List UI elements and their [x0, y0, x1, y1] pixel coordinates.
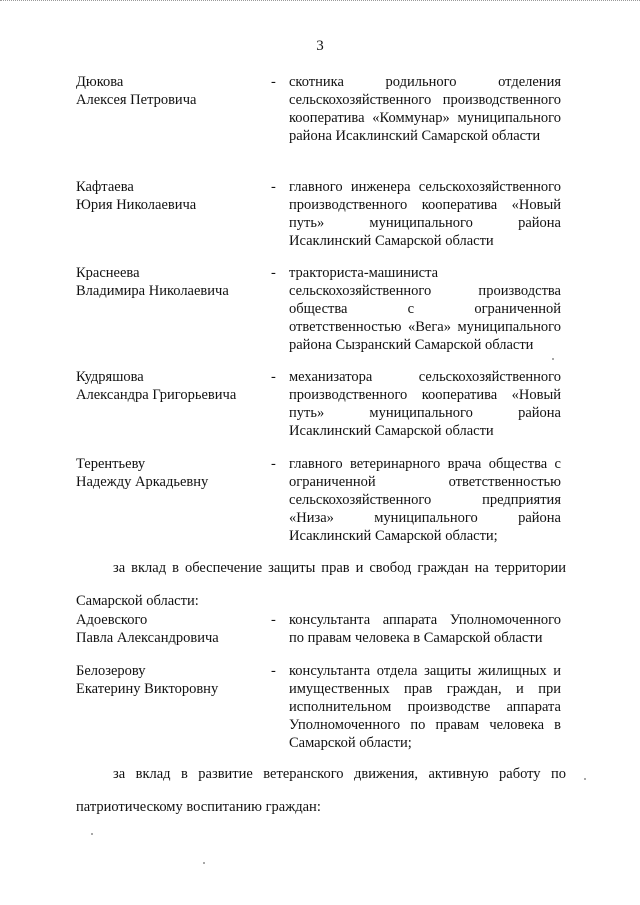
entry-dash: -	[271, 663, 276, 679]
recipient-position: скотника родильного отделения сельскохозяйственного производственного кооператива «Коммунар» муниципального района Исаклинский Самарской области	[289, 74, 561, 144]
recipient-name: Белозерову Екатерину Викторовну	[76, 663, 219, 697]
recipient-name: Краснеева Владимира Николаевича	[76, 265, 229, 299]
recipient-name: Адоевского Павла Александровича	[76, 612, 219, 646]
recipient-position: консультанта отдела защиты жилищных и имущественных прав граждан, и при исполнительном производстве аппарата Уполномоченного по правам человека в Самарской области;	[289, 663, 561, 751]
recipient-position: тракториста-машиниста сельскохозяйственного производства общества с ограниченной ответственностью «Вега» муниципального района Сызранский Самарской области	[289, 265, 561, 353]
entry-dash: -	[271, 369, 276, 385]
recipient-position: главного ветеринарного врача общества с ограниченной ответственностью сельскохозяйственного предприятия «Низа» муниципального района Исаклинский Самарской области;	[289, 456, 561, 544]
entry-dash: -	[271, 612, 276, 628]
entry-dash: -	[271, 456, 276, 472]
entry-dash: -	[271, 179, 276, 195]
scan-speck	[584, 778, 586, 780]
entry-dash: -	[271, 74, 276, 90]
scan-speck	[91, 833, 93, 835]
scan-speck	[552, 358, 554, 360]
recipient-name: Кафтаева Юрия Николаевича	[76, 179, 197, 213]
recipient-position: главного инженера сельскохозяйственного производственного кооператива «Новый путь» муниципального района Исаклинский Самарской области	[289, 179, 561, 249]
entry-dash: -	[271, 265, 276, 281]
section-paragraph-rights: за вклад в обеспечение защиты прав и свобод граждан на территории Самарской области:	[76, 560, 566, 609]
page-number: 3	[316, 38, 324, 54]
recipient-position: консультанта аппарата Уполномоченного по правам человека в Самарской области	[289, 612, 561, 646]
section-paragraph-veterans: за вклад в развитие ветеранского движения, активную работу по патриотическому воспитанию граждан:	[76, 766, 566, 815]
scan-speck	[203, 862, 205, 864]
scan-top-edge	[0, 0, 640, 4]
recipient-name: Дюкова Алексея Петровича	[76, 74, 197, 108]
recipient-name: Терентьеву Надежду Аркадьевну	[76, 456, 209, 490]
recipient-name: Кудряшова Александра Григорьевича	[76, 369, 237, 403]
recipient-position: механизатора сельскохозяйственного производственного кооператива «Новый путь» муниципального района Исаклинский Самарской области	[289, 369, 561, 439]
